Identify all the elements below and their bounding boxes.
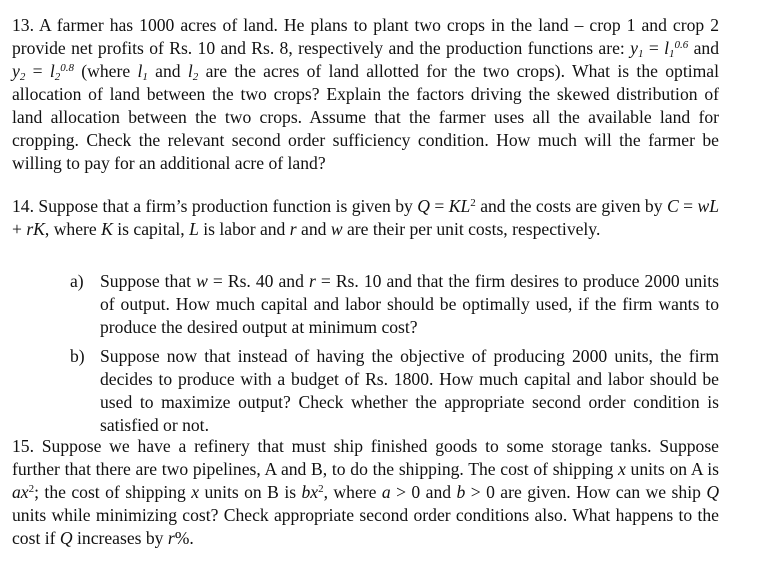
var-y2: y — [12, 61, 20, 81]
var-bx: bx — [301, 482, 319, 502]
q15-text-3: ; the cost of shipping — [34, 482, 192, 502]
q15-text-2: units on A is — [625, 459, 720, 479]
var-w: w — [196, 271, 208, 291]
subpart-label-b: b) — [70, 346, 85, 366]
q14a-text-3: = Rs. 10 and that the firm desires to produce 2000 units of output. How much capital and labor should be optimally used, if the firm wants to produce the desired output at minimum cost? — [100, 271, 719, 337]
var-r: r — [308, 271, 316, 291]
equals: = — [678, 196, 698, 216]
question-14b-text: Suppose now that instead of having the objective of producing 2000 units, the firm decides to produce with a budget of Rs. 1800. How much capital and labor should be used to maximize output? Check whether the appropriate second order condition is satisfied or not. — [100, 346, 719, 435]
equals: = — [429, 196, 449, 216]
subpart-label-a: a) — [70, 271, 84, 291]
question-14a — [70, 270, 719, 339]
sub-2: 2 — [192, 71, 199, 83]
question-14b — [70, 345, 719, 437]
sub-1: 1 — [142, 71, 148, 83]
q15-text-10: %. — [174, 528, 194, 548]
q14a-text-1: Suppose that — [100, 271, 197, 291]
var-x: x — [191, 482, 200, 502]
sub-1: 1 — [637, 48, 644, 60]
q14a-text-2: = Rs. 40 and — [207, 271, 309, 291]
var-r: r — [167, 528, 175, 548]
sub-2: 2 — [19, 71, 26, 83]
q15-text-4: units on B is — [199, 482, 302, 502]
var-C: C — [666, 196, 679, 216]
var-l1: l — [137, 61, 143, 81]
and: and — [147, 61, 188, 81]
q14-text-7: are their per unit costs, respectively. — [342, 219, 601, 239]
var-w: w — [330, 219, 343, 239]
var-wL: wL — [697, 196, 719, 216]
var-ax: ax — [12, 482, 29, 502]
q15-text-7: > 0 are given. How can we ship — [465, 482, 707, 502]
var-l2: l — [187, 61, 193, 81]
var-KL: KL — [448, 196, 471, 216]
var-l2: l — [49, 61, 55, 81]
equals: = — [643, 38, 665, 58]
question-13 — [12, 14, 719, 175]
q15-text-6: > 0 and — [390, 482, 457, 502]
q14-text-3: , where — [44, 219, 102, 239]
and: and — [688, 38, 719, 58]
var-y1: y — [630, 38, 638, 58]
var-Q: Q — [417, 196, 430, 216]
equals: = — [25, 61, 50, 81]
q14-text-1: 14. Suppose that a firm’s production function is given by — [12, 196, 418, 216]
var-l1: l — [664, 38, 669, 58]
exponent-0-6: 0.6 — [674, 39, 689, 51]
q15-text-8: units while minimizing cost? Check appropriate second order conditions also. What happens to the cost if — [12, 505, 719, 548]
var-r: r — [289, 219, 297, 239]
q14-text-2: and the costs are given by — [475, 196, 667, 216]
q15-text-5: , where — [323, 482, 382, 502]
var-L: L — [189, 219, 199, 239]
var-K: K — [101, 219, 113, 239]
q14-text-4: is capital, — [112, 219, 190, 239]
q15-text-1: 15. Suppose we have a refinery that must ship finished goods to some storage tanks. Suppose further that there are two pipelines, A and B, to do the shipping. The cost of shipping — [12, 436, 719, 479]
var-Q: Q — [59, 528, 73, 548]
exponent-2: 2 — [318, 483, 324, 495]
q14-text-5: is labor and — [198, 219, 290, 239]
q15-text-9: increases by — [72, 528, 168, 548]
question-15 — [12, 435, 719, 550]
var-x: x — [618, 459, 626, 479]
exponent-2: 2 — [28, 483, 35, 495]
sub-2: 2 — [54, 71, 61, 83]
question-14 — [12, 195, 719, 241]
plus: + — [12, 219, 27, 239]
exponent-0-8: 0.8 — [60, 62, 74, 74]
q14-text-6: and — [296, 219, 331, 239]
var-b: b — [456, 482, 466, 502]
var-rK: rK — [26, 219, 45, 239]
sub-1: 1 — [668, 48, 675, 60]
question-14a-text — [100, 270, 719, 339]
q13-text-1: 13. A farmer has 1000 acres of land. He plans to plant two crops in the land – crop 1 and crop 2 provide net profits of Rs. 10 and Rs. 8, respectively and the production functions are: — [12, 15, 719, 58]
q13-text-2: are the acres of land allotted for the two crops). What is the optimal allocation of land between the two crops? Explain the factors driving the skewed distribution of land allocation between the two crops. Assume that the farmer uses all the available land for cropping. Check the relevant second order sufficiency condition. How much will the farmer be willing to pay for an additional acre of land? — [12, 61, 719, 173]
exponent-2: 2 — [470, 197, 476, 209]
var-Q: Q — [706, 482, 720, 502]
where: (where — [74, 61, 138, 81]
var-a: a — [381, 482, 391, 502]
